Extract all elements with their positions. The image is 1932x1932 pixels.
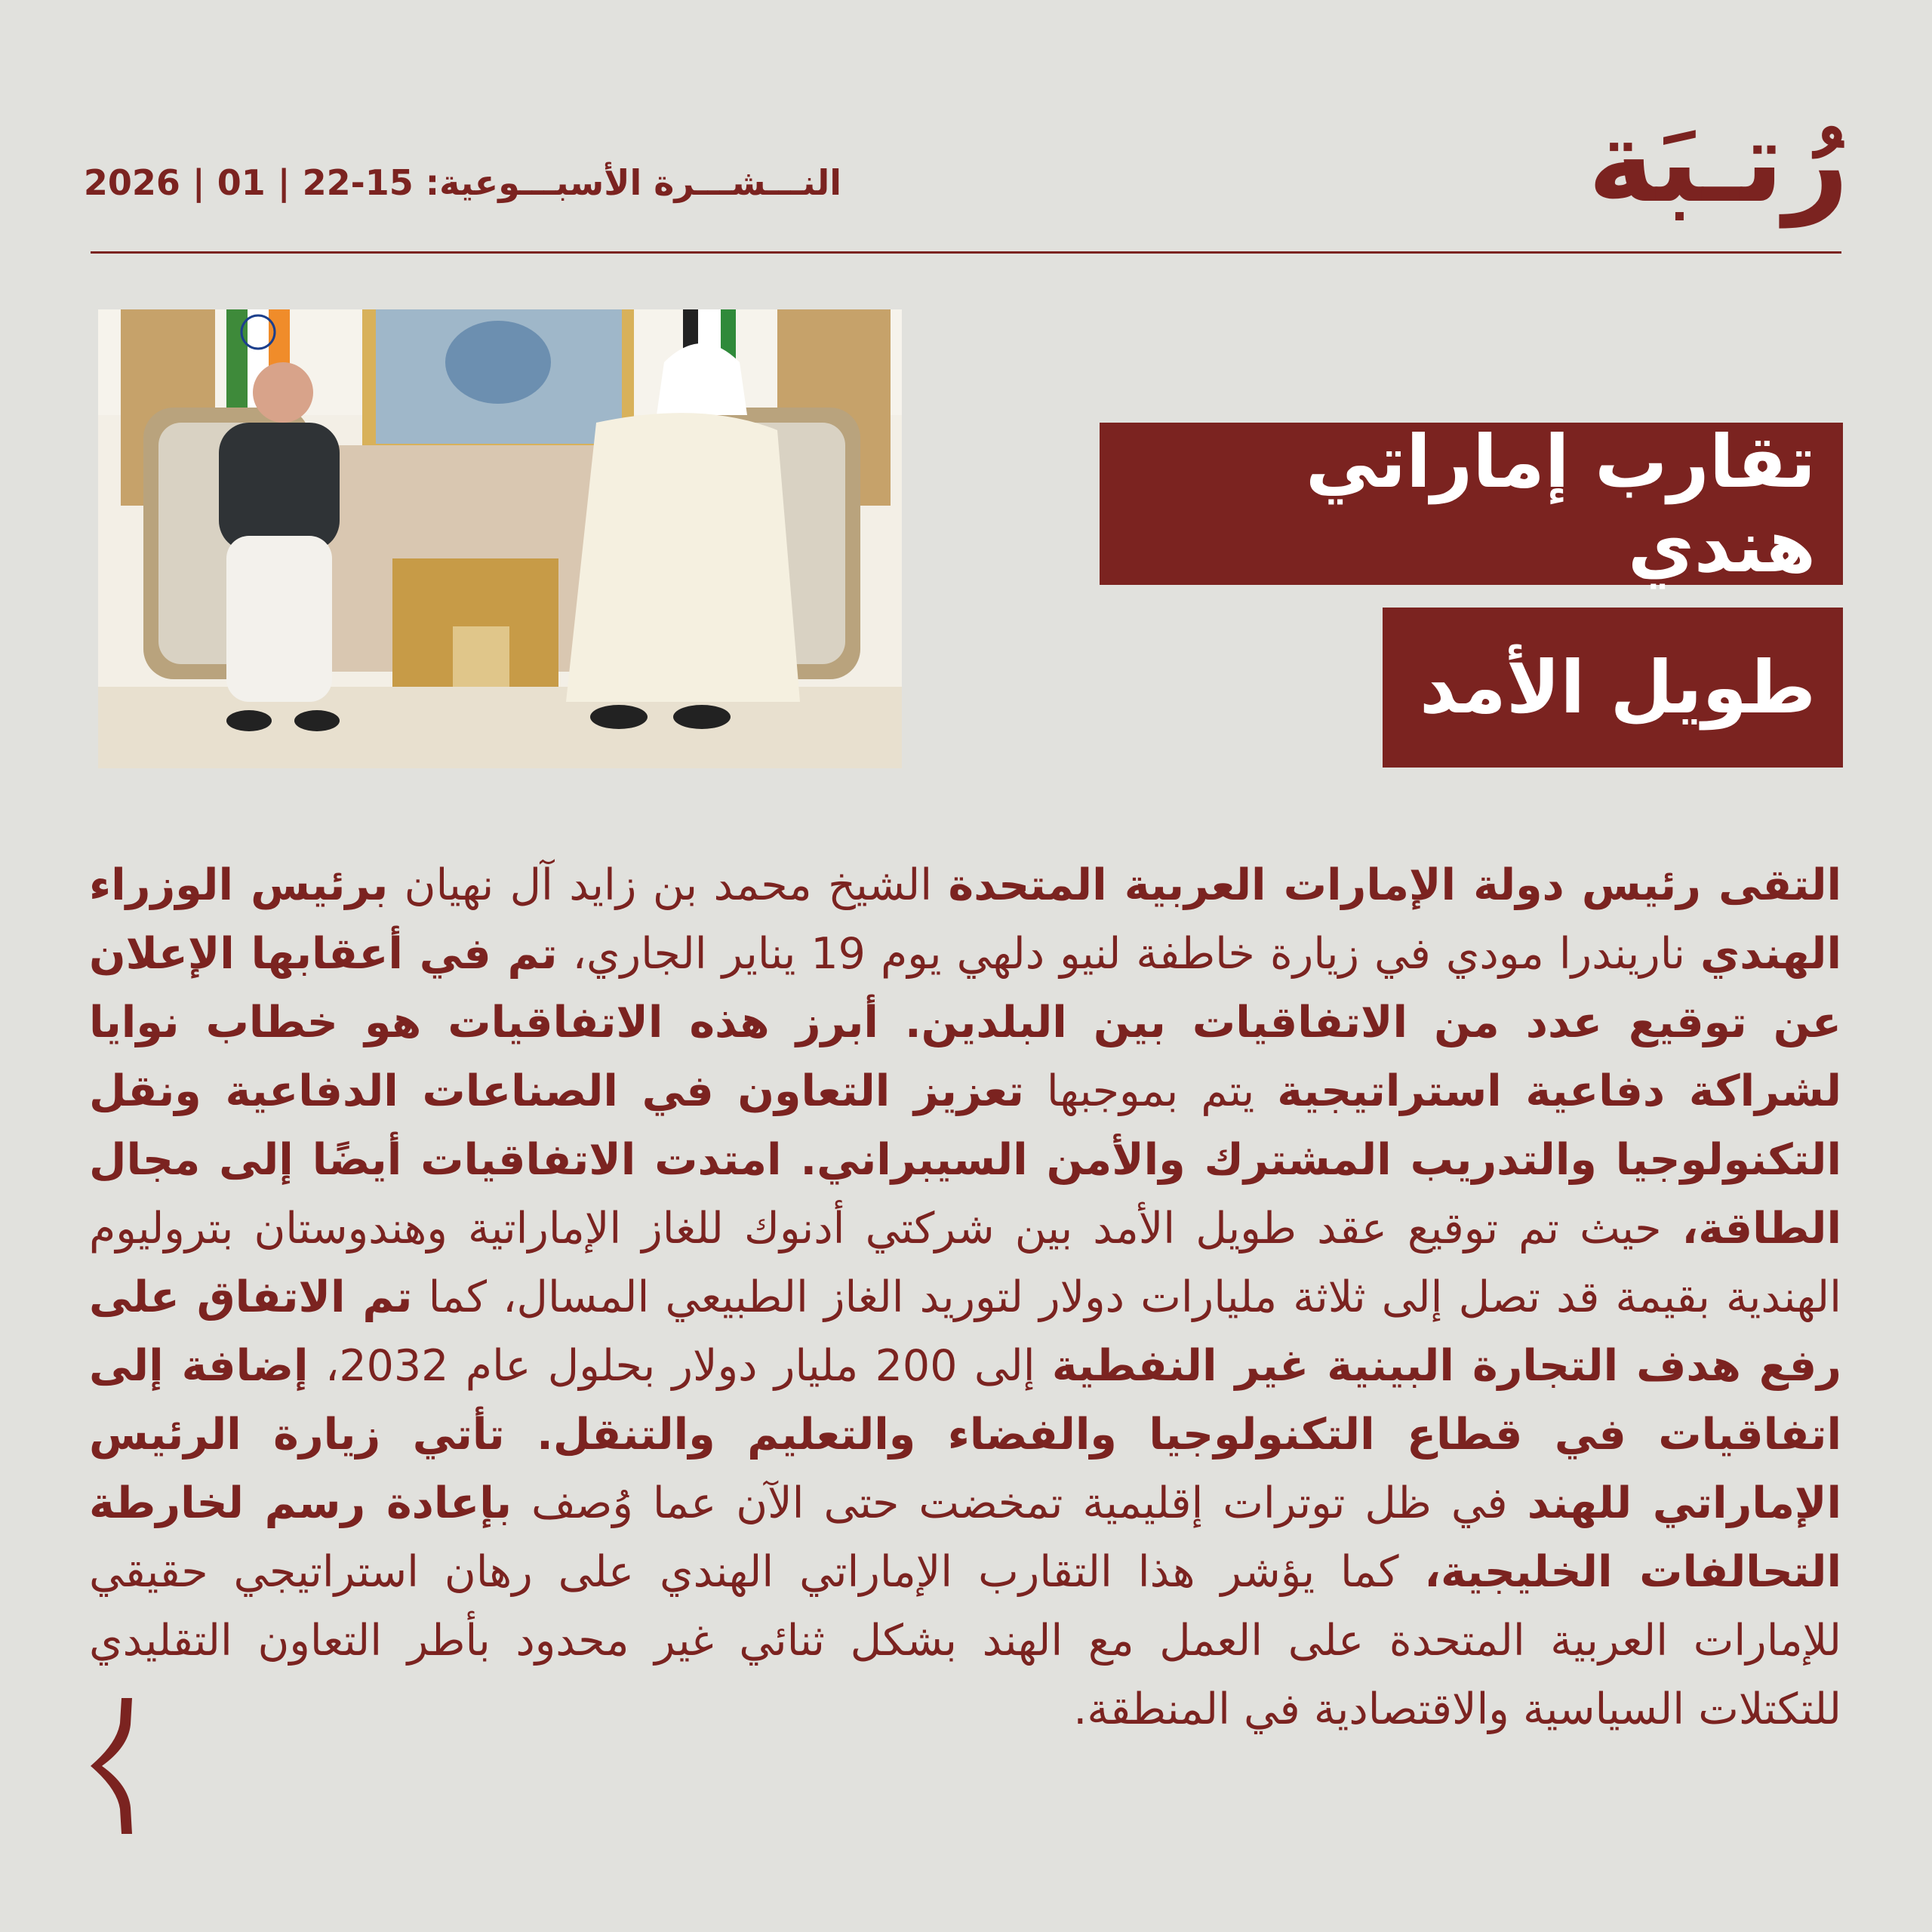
article-text: حيث تم توقيع عقد طويل الأمد بين شركتي أدنوك للغاز الإماراتية وهندوستان بتروليوم الهندية بقيمة قد تصل إلى ثلاثة مليارات دولار لتوريد الغاز الطبيعي المسال، كما: [89, 1204, 1841, 1322]
header: [0, 0, 1932, 257]
header-divider: [91, 251, 1841, 254]
article-bold: إضافة إلى اتفاقيات في قطاع التكنولوجيا والفضاء والتعليم والتنقل. تأتي زيارة الرئيس الإماراتي للهند: [89, 1341, 1841, 1528]
brand-logo: رُتـبَة: [1587, 97, 1849, 228]
article-text: كما يؤشر هذا التقارب الإماراتي الهندي على رهان استراتيجي حقيقي للإمارات العربية المتحدة على العمل مع الهند بشكل ثنائي غير محدود بأطر التعاون التقليدي للتكتلات السياسية والاقتصادية في المنطقة.: [89, 1547, 1841, 1734]
headline-line-2-text: طويل الأمد: [1419, 645, 1816, 730]
news-photo: [98, 309, 902, 768]
headline-line-2: [1383, 608, 1843, 768]
headline-line-1-text: تقارب إماراتي هندي: [1305, 419, 1816, 589]
article-bold: بإعادة رسم لخارطة التحالفات الخليجية،: [89, 1478, 1841, 1597]
article-text: إلى 200 مليار دولار بحلول عام 2032،: [308, 1341, 1052, 1391]
article-text: ناريندرا مودي في زيارة خاطفة لنيو دلهي يوم 19 يناير الجاري،: [557, 929, 1700, 979]
article-text: الشيخ محمد بن زايد آل نهيان: [388, 860, 949, 910]
article-text: يتم بموجبها: [1023, 1066, 1278, 1116]
issue-label: النـــشـــرة الأسبـــوعية: 15-22 | 01 | 2026: [83, 162, 841, 203]
article-bold: برئيس الوزراء الهندي: [89, 860, 1841, 979]
article-bold: تم في أعقابها الإعلان عن توقيع عدد من الاتفاقيات بين البلدين. أبرز هذه الاتفاقيات هو خطاب نوايا لشراكة دفاعية استراتيجية: [89, 929, 1841, 1116]
headline-line-1: [1100, 419, 1843, 589]
article-body: [89, 851, 1841, 1744]
article-bold: تم الاتفاق على رفع هدف التجارة البينية غير النفطية: [89, 1272, 1841, 1391]
article-bold: التقى رئيس دولة الإمارات العربية المتحدة: [948, 860, 1842, 910]
article-bold: تعزيز التعاون في الصناعات الدفاعية ونقل التكنولوجيا والتدريب المشترك والأمن السيبراني. امتدت الاتفاقيات أيضًا إلى مجال الطاقة،: [89, 1066, 1841, 1254]
bracket-arrow-icon[interactable]: [87, 1694, 140, 1838]
article-text: في ظل توترات إقليمية تمخضت حتى الآن عما وُصف: [512, 1478, 1527, 1528]
